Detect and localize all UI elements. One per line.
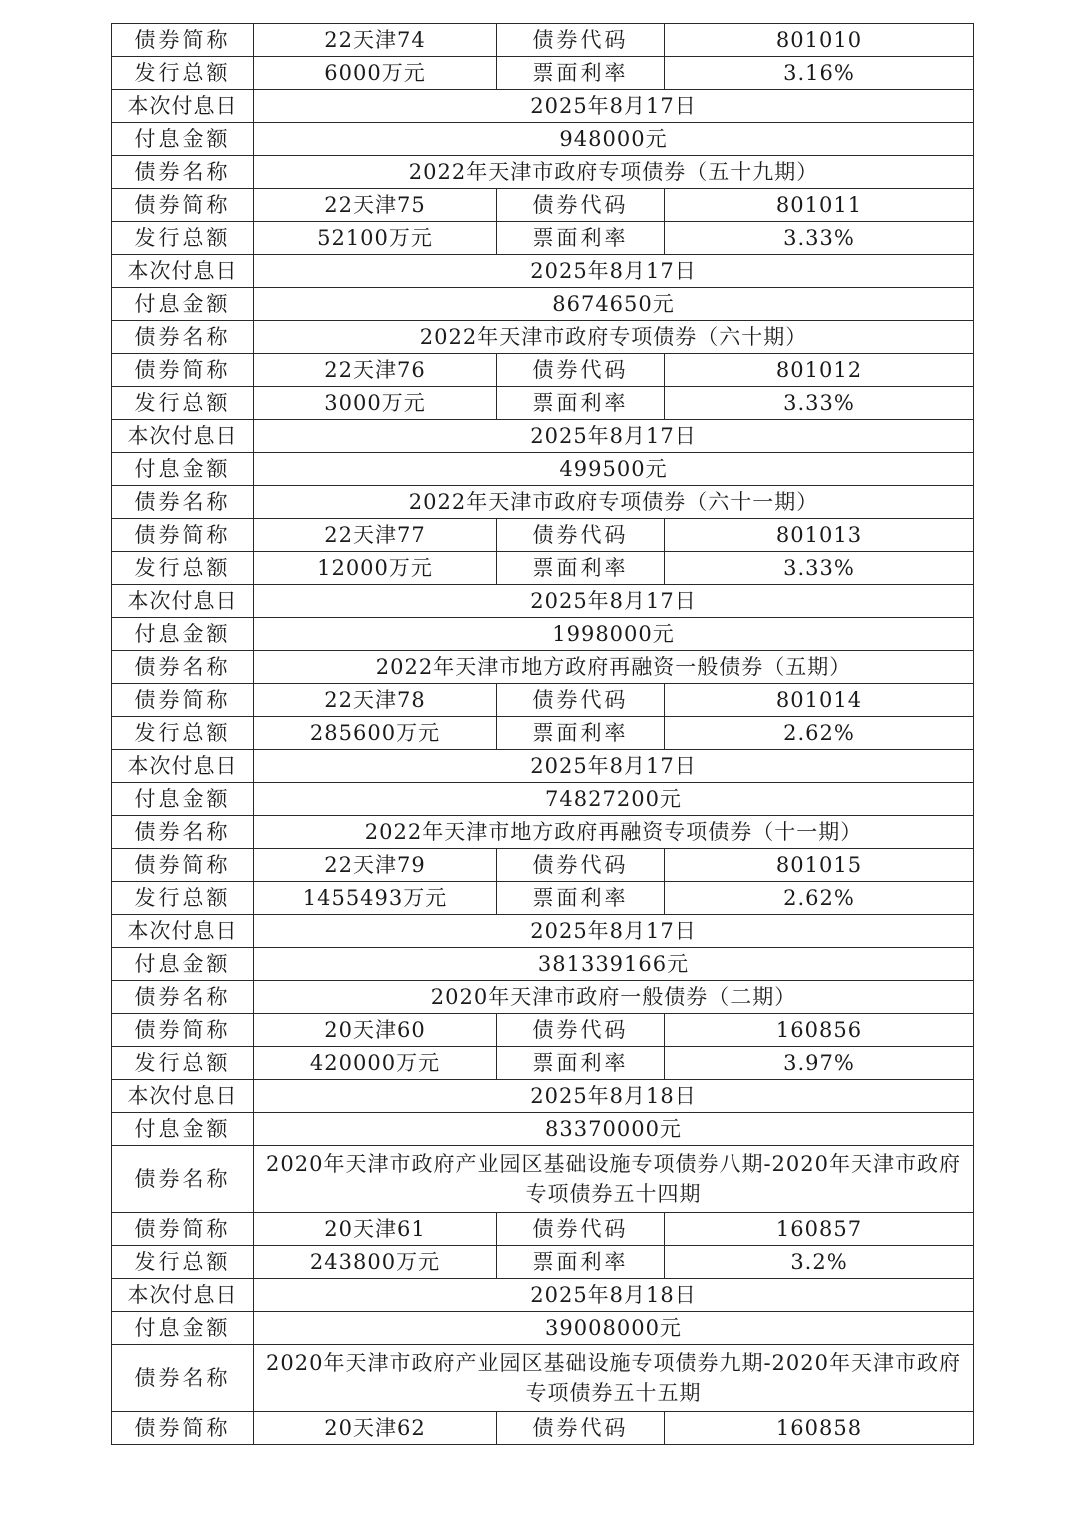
table-row [112, 684, 974, 717]
table-row [112, 1146, 974, 1213]
bond-name-value: 2022年天津市地方政府再融资一般债券（五期） [254, 651, 974, 684]
pay-amount-label: 付息金额 [112, 288, 254, 321]
issue-amount-value: 52100万元 [254, 222, 497, 255]
table-row [112, 783, 974, 816]
pay-amount-value: 948000元 [254, 123, 974, 156]
bond-code-value: 801014 [665, 684, 974, 717]
table-row [112, 948, 974, 981]
table-row [112, 387, 974, 420]
bond-code-value: 801015 [665, 849, 974, 882]
bond-code-label: 债券代码 [497, 1014, 665, 1047]
pay-date-label: 本次付息日 [112, 255, 254, 288]
pay-amount-value: 8674650元 [254, 288, 974, 321]
pay-amount-value: 39008000元 [254, 1312, 974, 1345]
bond-code-label: 债券代码 [497, 684, 665, 717]
issue-amount-value: 12000万元 [254, 552, 497, 585]
bond-name-value: 2020年天津市政府一般债券（二期） [254, 981, 974, 1014]
pay-amount-value: 381339166元 [254, 948, 974, 981]
pay-amount-value: 74827200元 [254, 783, 974, 816]
coupon-rate-label: 票面利率 [497, 387, 665, 420]
issue-amount-value: 6000万元 [254, 57, 497, 90]
table-row [112, 90, 974, 123]
bond-name-value: 2022年天津市政府专项债券（六十期） [254, 321, 974, 354]
pay-date-value: 2025年8月17日 [254, 915, 974, 948]
issue-amount-label: 发行总额 [112, 387, 254, 420]
table-row [112, 1047, 974, 1080]
table-row [112, 1080, 974, 1113]
coupon-rate-label: 票面利率 [497, 57, 665, 90]
pay-amount-label: 付息金额 [112, 1113, 254, 1146]
table-row [112, 849, 974, 882]
table-row [112, 1113, 974, 1146]
bond-code-label: 债券代码 [497, 189, 665, 222]
coupon-rate-value: 3.97% [665, 1047, 974, 1080]
bond-short-label: 债券简称 [112, 519, 254, 552]
bond-name-value: 2020年天津市政府产业园区基础设施专项债券八期-2020年天津市政府专项债券五十四期 [254, 1146, 974, 1213]
bond-short-label: 债券简称 [112, 24, 254, 57]
coupon-rate-label: 票面利率 [497, 717, 665, 750]
coupon-rate-label: 票面利率 [497, 1246, 665, 1279]
coupon-rate-value: 2.62% [665, 717, 974, 750]
pay-date-value: 2025年8月17日 [254, 750, 974, 783]
pay-amount-label: 付息金额 [112, 1312, 254, 1345]
bond-short-value: 22天津74 [254, 24, 497, 57]
bond-code-value: 801012 [665, 354, 974, 387]
bond-name-label: 债券名称 [112, 321, 254, 354]
table-row [112, 156, 974, 189]
bond-code-label: 债券代码 [497, 24, 665, 57]
table-row [112, 816, 974, 849]
bond-code-value: 801010 [665, 24, 974, 57]
pay-date-value: 2025年8月17日 [254, 585, 974, 618]
table-row [112, 1345, 974, 1412]
issue-amount-value: 243800万元 [254, 1246, 497, 1279]
table-row [112, 288, 974, 321]
issue-amount-value: 1455493万元 [254, 882, 497, 915]
bond-short-value: 20天津61 [254, 1213, 497, 1246]
table-row [112, 123, 974, 156]
coupon-rate-label: 票面利率 [497, 1047, 665, 1080]
bond-code-label: 债券代码 [497, 1412, 665, 1445]
table-row [112, 420, 974, 453]
bond-code-value: 801011 [665, 189, 974, 222]
bond-short-value: 22天津78 [254, 684, 497, 717]
table-row [112, 189, 974, 222]
table-row [112, 222, 974, 255]
bond-name-label: 债券名称 [112, 651, 254, 684]
table-row [112, 915, 974, 948]
bond-short-value: 20天津60 [254, 1014, 497, 1047]
coupon-rate-label: 票面利率 [497, 222, 665, 255]
bond-short-value: 22天津77 [254, 519, 497, 552]
bond-short-label: 债券简称 [112, 849, 254, 882]
pay-amount-label: 付息金额 [112, 123, 254, 156]
table-row [112, 1213, 974, 1246]
bond-name-value: 2022年天津市地方政府再融资专项债券（十一期） [254, 816, 974, 849]
bond-code-value: 801013 [665, 519, 974, 552]
pay-amount-label: 付息金额 [112, 453, 254, 486]
bond-code-label: 债券代码 [497, 519, 665, 552]
bond-name-label: 债券名称 [112, 486, 254, 519]
bond-short-label: 债券简称 [112, 684, 254, 717]
bond-short-label: 债券简称 [112, 189, 254, 222]
issue-amount-label: 发行总额 [112, 57, 254, 90]
issue-amount-label: 发行总额 [112, 1246, 254, 1279]
bond-name-value: 2020年天津市政府产业园区基础设施专项债券九期-2020年天津市政府专项债券五十五期 [254, 1345, 974, 1412]
bond-code-value: 160856 [665, 1014, 974, 1047]
table-row [112, 57, 974, 90]
bond-interest-table [111, 23, 974, 1445]
table-row [112, 453, 974, 486]
bond-short-value: 22天津79 [254, 849, 497, 882]
table-row [112, 1279, 974, 1312]
bond-name-label: 债券名称 [112, 1146, 254, 1213]
table-row [112, 981, 974, 1014]
pay-date-value: 2025年8月17日 [254, 90, 974, 123]
bond-name-value: 2022年天津市政府专项债券（五十九期） [254, 156, 974, 189]
pay-amount-value: 1998000元 [254, 618, 974, 651]
pay-date-label: 本次付息日 [112, 420, 254, 453]
coupon-rate-label: 票面利率 [497, 882, 665, 915]
bond-name-label: 债券名称 [112, 1345, 254, 1412]
pay-date-label: 本次付息日 [112, 915, 254, 948]
table-row [112, 24, 974, 57]
bond-code-label: 债券代码 [497, 1213, 665, 1246]
table-row [112, 1014, 974, 1047]
bond-short-value: 22天津76 [254, 354, 497, 387]
bond-name-label: 债券名称 [112, 981, 254, 1014]
table-row [112, 750, 974, 783]
bond-code-value: 160858 [665, 1412, 974, 1445]
issue-amount-value: 420000万元 [254, 1047, 497, 1080]
table-row [112, 585, 974, 618]
bond-name-value: 2022年天津市政府专项债券（六十一期） [254, 486, 974, 519]
table-row [112, 618, 974, 651]
pay-date-value: 2025年8月18日 [254, 1279, 974, 1312]
table-row [112, 882, 974, 915]
coupon-rate-value: 3.2% [665, 1246, 974, 1279]
issue-amount-label: 发行总额 [112, 717, 254, 750]
pay-date-label: 本次付息日 [112, 1080, 254, 1113]
issue-amount-value: 285600万元 [254, 717, 497, 750]
pay-amount-label: 付息金额 [112, 783, 254, 816]
table-row [112, 486, 974, 519]
table-row [112, 651, 974, 684]
bond-short-label: 债券简称 [112, 1014, 254, 1047]
bond-short-label: 债券简称 [112, 354, 254, 387]
table-row [112, 321, 974, 354]
table-row [112, 519, 974, 552]
pay-amount-label: 付息金额 [112, 618, 254, 651]
pay-date-value: 2025年8月17日 [254, 255, 974, 288]
pay-date-value: 2025年8月17日 [254, 420, 974, 453]
pay-amount-label: 付息金额 [112, 948, 254, 981]
coupon-rate-value: 2.62% [665, 882, 974, 915]
table-row [112, 1412, 974, 1445]
coupon-rate-label: 票面利率 [497, 552, 665, 585]
coupon-rate-value: 3.33% [665, 552, 974, 585]
pay-date-label: 本次付息日 [112, 585, 254, 618]
issue-amount-label: 发行总额 [112, 882, 254, 915]
table-row [112, 1246, 974, 1279]
bond-short-label: 债券简称 [112, 1412, 254, 1445]
table-row [112, 717, 974, 750]
coupon-rate-value: 3.16% [665, 57, 974, 90]
coupon-rate-value: 3.33% [665, 222, 974, 255]
bond-code-value: 160857 [665, 1213, 974, 1246]
bond-short-value: 20天津62 [254, 1412, 497, 1445]
pay-date-label: 本次付息日 [112, 750, 254, 783]
pay-date-value: 2025年8月18日 [254, 1080, 974, 1113]
coupon-rate-value: 3.33% [665, 387, 974, 420]
table-row [112, 1312, 974, 1345]
issue-amount-label: 发行总额 [112, 552, 254, 585]
bond-code-label: 债券代码 [497, 849, 665, 882]
issue-amount-label: 发行总额 [112, 1047, 254, 1080]
bond-name-label: 债券名称 [112, 156, 254, 189]
bond-code-label: 债券代码 [497, 354, 665, 387]
bond-short-label: 债券简称 [112, 1213, 254, 1246]
table-row [112, 354, 974, 387]
bond-name-label: 债券名称 [112, 816, 254, 849]
pay-date-label: 本次付息日 [112, 1279, 254, 1312]
issue-amount-value: 3000万元 [254, 387, 497, 420]
bond-short-value: 22天津75 [254, 189, 497, 222]
pay-date-label: 本次付息日 [112, 90, 254, 123]
table-row [112, 552, 974, 585]
table-row [112, 255, 974, 288]
pay-amount-value: 499500元 [254, 453, 974, 486]
pay-amount-value: 83370000元 [254, 1113, 974, 1146]
issue-amount-label: 发行总额 [112, 222, 254, 255]
